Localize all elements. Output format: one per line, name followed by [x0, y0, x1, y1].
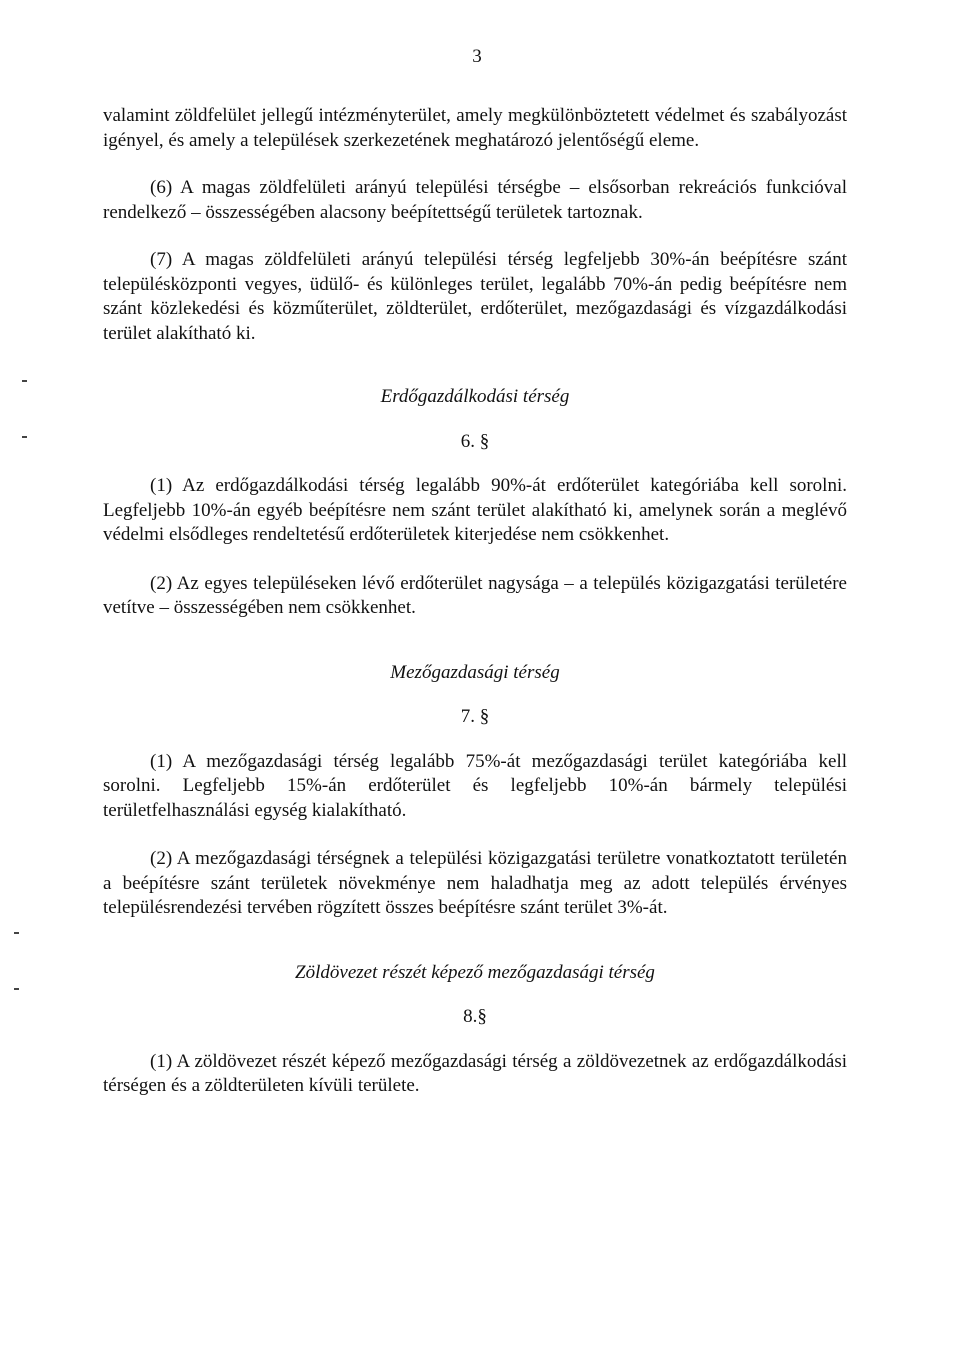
- scan-mark: [14, 988, 19, 990]
- section-heading: Mezőgazdasági térség: [390, 661, 560, 683]
- section-heading: Erdőgazdálkodási térség: [380, 386, 570, 407]
- section-number: 7. §: [460, 706, 490, 727]
- paragraph-5-7: (7) A magas zöldfelületi arányú települési térség legfeljebb 30%-án beépítésre szánt településközponti vegyes, üdülő- és különleges terület, legalább 70%-án pedig beépítésre nem szánt közlekedési és közműterület, zöldterület, erdőterület, mezőgazdasági és vízgazdálkodási terület alakítható ki.: [103, 249, 847, 344]
- paragraph-6-2: (2) Az egyes településeken lévő erdőterület nagysága – a település közigazgatási területére vetítve – összességében nem csökkenhet.: [103, 572, 847, 618]
- scan-mark: [14, 932, 19, 934]
- paragraph-8-1: (1) A zöldövezet részét képező mezőgazdasági térség a zöldövezetnek az erdőgazdálkodási térségen és a zöldterületen kívüli területe.: [103, 1050, 847, 1096]
- scan-mark: [22, 436, 27, 438]
- paragraph-7-2: (2) A mezőgazdasági térségnek a települési közigazgatási területre vonatkoztatott területén a beépítésre szánt területek növekménye nem haladhatja meg az adott település érvényes településrendezési tervében rögzített összes beépítésre szánt terület 3%-át.: [103, 848, 847, 918]
- paragraph-7-1: (1) A mezőgazdasági térség legalább 75%-át mezőgazdasági terület kategóriába kell sorolni. Legfeljebb 15%-án erdőterület és legfeljebb 10%-án bármely települési területfelhasználási egység kialakítható.: [103, 750, 847, 821]
- page-number: 3: [472, 46, 482, 67]
- section-number: 8.§: [463, 1006, 487, 1027]
- section-number: 6. §: [460, 430, 490, 452]
- paragraph-5-6: (6) A magas zöldfelületi arányú települési térségbe – elsősorban rekreációs funkcióval rendelkező – összességében alacsony beépítettségű területek tartoznak.: [103, 177, 847, 223]
- paragraph-6-1: (1) Az erdőgazdálkodási térség legalább 90%-át erdőterület kategóriába kell sorolni. Legfeljebb 10%-án egyéb beépítésre nem szánt terület alakítható ki, amelynek során a meglévő védelmi elsődleges rendeltetésű erdőterületek kiterjedése nem csökkenhet.: [103, 475, 847, 545]
- section-heading: Zöldövezet részét képező mezőgazdasági térség: [295, 961, 655, 983]
- paragraph-continuation: valamint zöldfelület jellegű intézményterület, amely megkülönböztetett védelmet és szabályozást igényel, és amely a települések szerkezetének meghatározó jelentőségű eleme.: [103, 105, 847, 151]
- scan-mark: [22, 380, 27, 382]
- document-body: [103, 104, 847, 1099]
